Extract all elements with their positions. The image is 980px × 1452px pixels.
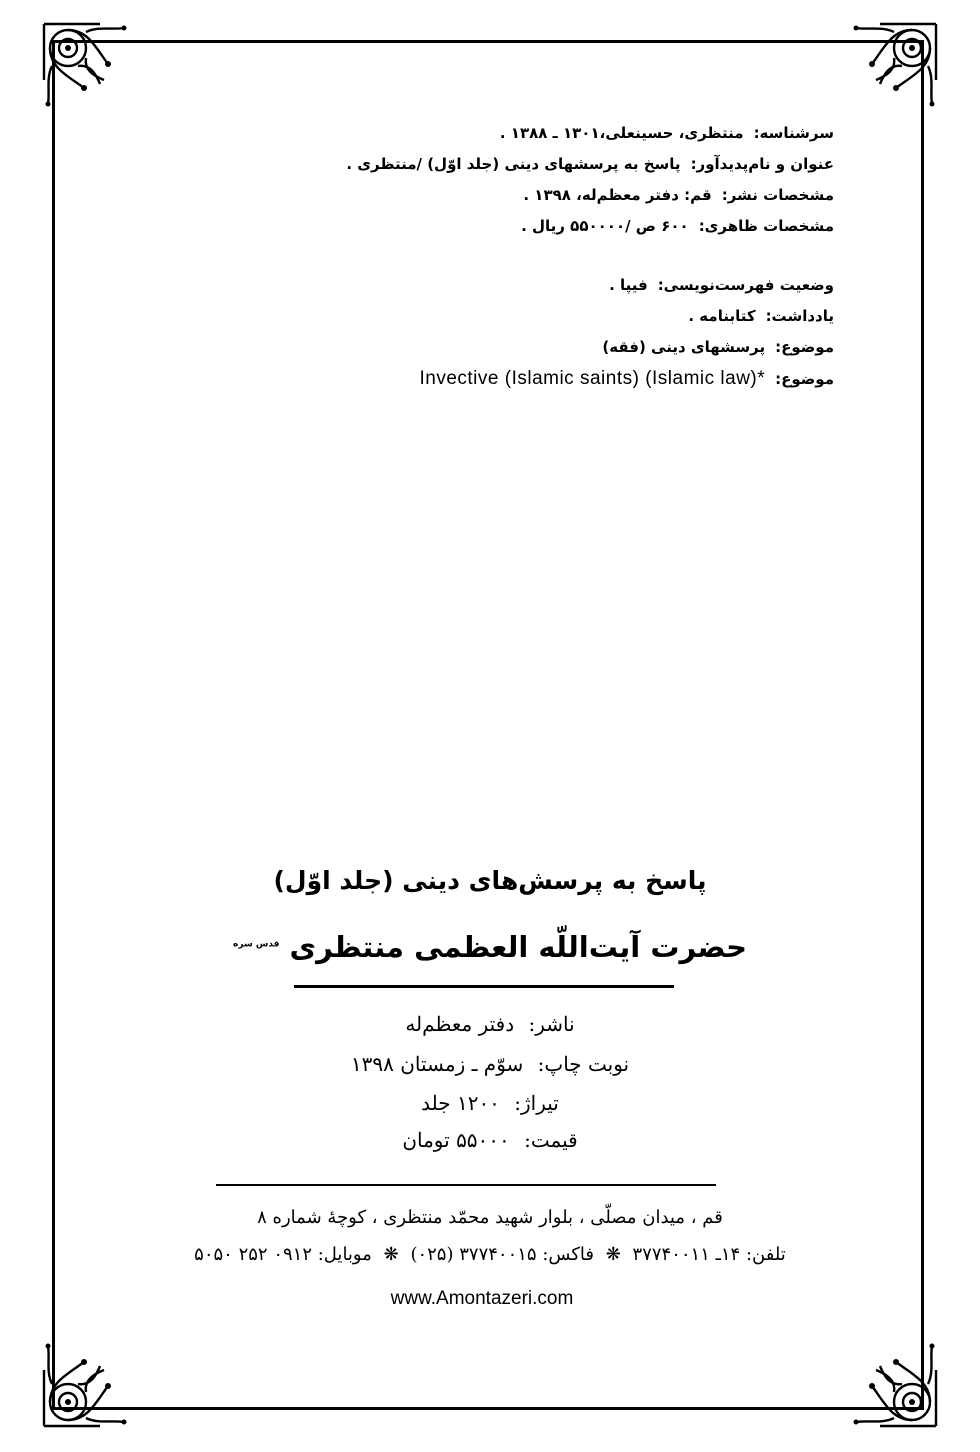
mobile-label: موبایل: <box>317 1244 372 1265</box>
cip-value: منتظری، حسینعلی،۱۳۰۱ ـ ۱۳۸۸ . <box>499 124 744 142</box>
cip-physical-description <box>134 211 834 242</box>
cip-value: قم: دفتر معظم‌له، ۱۳۹۸ . <box>523 186 712 204</box>
fax-number: ۳۷۷۴۰۰۱۵ (۰۲۵) <box>410 1244 537 1265</box>
cip-label: سرشناسه: <box>753 124 834 142</box>
cip-title-statement <box>134 149 834 180</box>
price-line <box>0 1128 980 1152</box>
fax-label: فاکس: <box>542 1244 594 1265</box>
divider <box>294 985 674 988</box>
cip-value: کتابنامه . <box>688 307 756 325</box>
phone-label: تلفن: <box>745 1244 786 1265</box>
author-name <box>0 930 980 964</box>
circulation-line <box>0 1091 980 1115</box>
publisher-label: ناشر: <box>528 1012 575 1036</box>
edition-value: سوّم ـ زمستان ۱۳۹۸ <box>350 1052 524 1076</box>
cip-spacer <box>134 242 834 270</box>
cip-cataloging-status <box>134 270 834 301</box>
honorific-mark: قدس سره <box>233 939 280 950</box>
cip-publication <box>134 180 834 211</box>
cip-value: Invective (Islamic saints) (Islamic law)* <box>419 368 766 389</box>
price-value: ۵۵۰۰۰ تومان <box>402 1128 510 1152</box>
price-label: قیمت: <box>524 1128 578 1152</box>
cip-note <box>134 301 834 332</box>
cip-label: موضوع: <box>775 338 834 356</box>
cip-label: یادداشت: <box>765 307 834 325</box>
phone-number: ۱۴ـ ۳۷۷۴۰۰۱۱ <box>632 1244 741 1265</box>
cip-label: عنوان و نام‌پدیدآور: <box>690 155 834 173</box>
circulation-value: ۱۲۰۰ جلد <box>421 1091 500 1115</box>
book-title: پاسخ به پرسش‌های دینی (جلد اوّل) <box>273 866 707 895</box>
mobile-number: ۰۹۱۲ ۲۵۲ ۵۰۵۰ <box>194 1244 312 1265</box>
cip-value: پرسشهای دینی (فقه) <box>602 338 766 356</box>
separator-icon: ❋ <box>605 1244 621 1265</box>
ornament-corner-icon <box>38 1340 130 1432</box>
edition-label: نوبت چاپ: <box>537 1052 630 1076</box>
website-link[interactable]: www.Amontazeri.com <box>390 1288 574 1309</box>
cip-value: فیپا . <box>609 276 648 294</box>
address-line: قم ، میدان مصلّی ، بلوار شهید محمّد منتظری ، کوچۀ شماره ۸ <box>257 1207 723 1228</box>
circulation-label: تیراژ: <box>514 1091 559 1115</box>
divider <box>216 1184 716 1186</box>
ornament-corner-icon <box>850 1340 942 1432</box>
cip-label: موضوع: <box>775 370 834 388</box>
edition-line <box>0 1052 980 1076</box>
separator-icon: ❋ <box>383 1244 399 1265</box>
ornament-corner-icon <box>38 18 130 110</box>
cip-subject-english <box>134 363 834 394</box>
cataloging-block <box>134 118 834 394</box>
author-text: حضرت آیت‌اللّه العظمی منتظری <box>289 930 747 964</box>
cip-label: مشخصات نشر: <box>721 186 834 204</box>
cip-value: پاسخ به پرسشهای دینی (جلد اوّل) /منتظری . <box>346 155 681 173</box>
publisher-line <box>0 1012 980 1036</box>
cip-subject <box>134 332 834 363</box>
cip-label: مشخصات ظاهری: <box>698 217 834 235</box>
cip-label: وضعیت فهرست‌نویسی: <box>657 276 834 294</box>
ornament-corner-icon <box>850 18 942 110</box>
contact-line <box>0 1244 980 1265</box>
cip-main-entry <box>134 118 834 149</box>
cip-value: ۶۰۰ ص /۵۵۰۰۰۰ ریال . <box>521 217 689 235</box>
publisher-value: دفتر معظم‌له <box>405 1012 515 1036</box>
